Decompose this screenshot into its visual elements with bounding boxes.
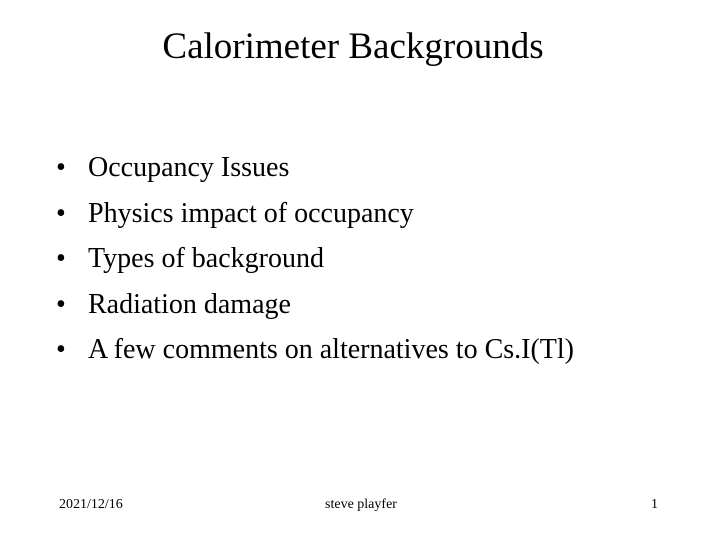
bullet-text: Types of background (88, 243, 324, 275)
bullet-icon: • (56, 152, 66, 183)
bullet-icon: • (56, 288, 66, 320)
bullet-text: A few comments on alternatives to Cs.I(Tl) (88, 334, 574, 366)
footer-date: 2021/12/16 (59, 497, 123, 512)
bullet-icon: • (56, 197, 66, 229)
footer-author: steve playfer (325, 497, 397, 512)
footer-page-number: 1 (651, 497, 658, 512)
bullet-icon: • (56, 243, 66, 275)
slide-title: Calorimeter Backgrounds (162, 26, 544, 67)
bullet-icon: • (56, 334, 66, 366)
bullet-text: Physics impact of occupancy (88, 197, 414, 229)
bullet-text: Radiation damage (88, 288, 291, 320)
bullet-text: Occupancy Issues (88, 152, 290, 183)
